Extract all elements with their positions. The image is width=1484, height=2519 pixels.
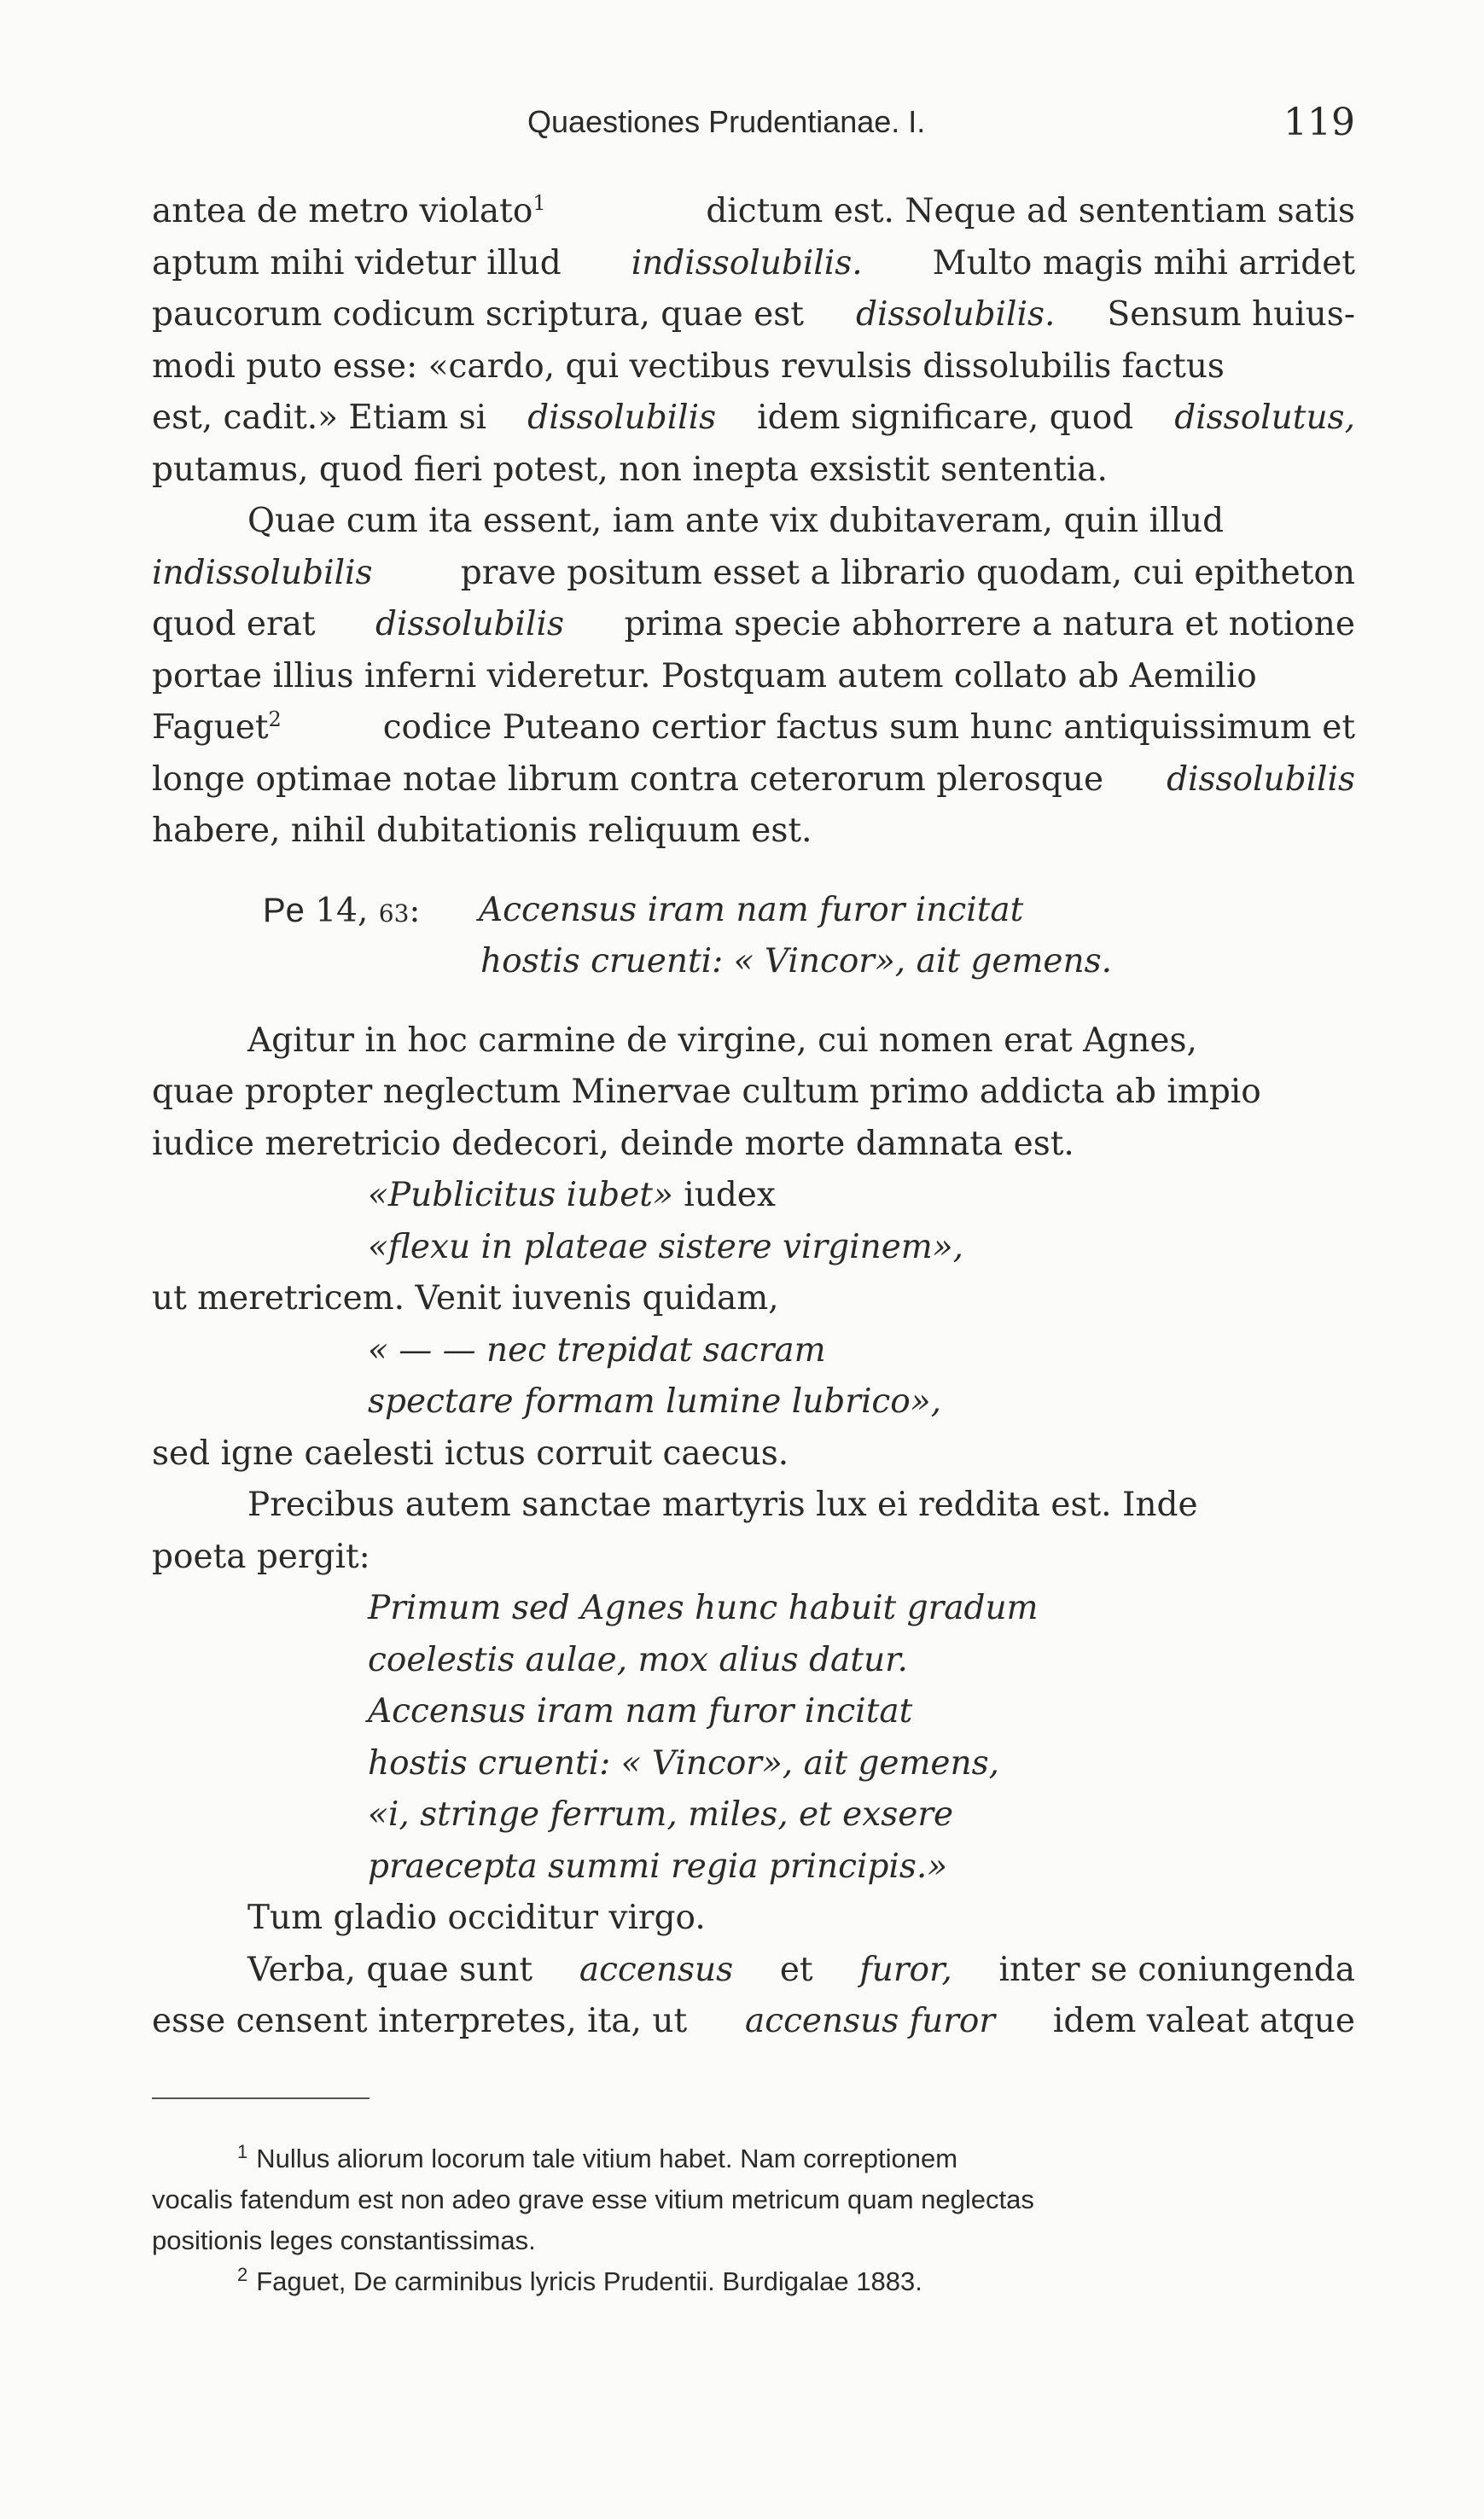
running-title: Quaestiones Prudentianae. I. — [527, 104, 926, 139]
quoted-verse: Accensus iram nam furor incitat — [368, 1692, 913, 1731]
text-span: portae illius inferni videretur. Postquam autem collato ab Aemilio — [152, 656, 1257, 695]
text-line — [152, 1480, 1355, 1532]
italic-term: accensus furor — [744, 2002, 995, 2040]
text-line — [152, 1428, 1355, 1481]
italic-term: dissolubilis. — [856, 295, 1056, 334]
text-span: inter se coniungenda — [998, 1950, 1355, 1989]
text-span: modi puto esse: «cardo, qui vectibus revulsis dissolubilis factus — [152, 346, 1225, 386]
text-line — [152, 445, 1355, 497]
quoted-verse: « — — nec trepidat sacram — [368, 1330, 826, 1370]
text-span: Faguet — [152, 708, 269, 747]
text-line — [152, 651, 1355, 703]
quoted-verse: coelestis aulae, mox alius datur. — [368, 1640, 908, 1679]
text-line — [152, 238, 1355, 290]
footnote-rule — [152, 2097, 370, 2099]
quoted-verse-line — [152, 1635, 1355, 1687]
text-span: codice Puteano certior factus sum hunc antiquissimum et — [382, 708, 1355, 747]
text-span: est, cadit.» Etiam si — [152, 399, 487, 437]
text-line — [152, 806, 1355, 858]
footnote-text: vocalis fatendum est non adeo grave esse vitium metricum quam neglectas — [152, 2184, 1034, 2214]
text-span: iudex — [684, 1176, 776, 1214]
quoted-verse-line — [152, 1170, 1355, 1222]
text-span: aptum mihi videtur illud — [152, 243, 562, 282]
footnote-line — [152, 2220, 1355, 2261]
footnote-text — [237, 2261, 922, 2302]
text-line — [152, 548, 1355, 600]
text-span: Quae cum ita essent, iam ante vix dubitaveram, quin illud — [247, 502, 1225, 540]
footnote-line — [152, 2261, 1355, 2302]
footnote-mark-2: 2 — [237, 2263, 248, 2285]
italic-term: furor, — [859, 1950, 952, 1989]
text-span: antea de metro violato — [152, 192, 533, 230]
text-span: et — [779, 1950, 813, 1989]
citation-verse: 63 — [378, 899, 410, 928]
text-line — [152, 186, 1355, 238]
page-number: 119 — [1283, 101, 1355, 144]
text-span — [152, 702, 282, 754]
text-span: putamus, quod fieri potest, non inepta exsistit sententia. — [152, 450, 1108, 489]
quoted-verse-line — [152, 1376, 1355, 1428]
footnote-mark-1: 1 — [237, 2140, 248, 2162]
text-span: sed igne caelesti ictus corruit caecus. — [152, 1434, 789, 1473]
quoted-verse-line — [152, 1325, 1355, 1377]
text-line — [152, 1015, 1355, 1068]
text-span: dictum est. Neque ad sententiam satis — [706, 192, 1355, 230]
italic-term: dissolubilis — [1167, 759, 1355, 799]
text-line — [152, 496, 1355, 548]
quoted-verse: praecepta summi regia principis.» — [368, 1847, 948, 1886]
text-span: longe optimae notae librum contra ceterorum plerosque — [152, 759, 1104, 799]
text-line — [152, 1996, 1355, 2048]
text-line — [152, 1945, 1355, 1997]
footnote-line — [152, 2138, 1355, 2179]
quoted-verse: «i, stringe ferrum, miles, et exsere — [368, 1795, 954, 1834]
citation-number: 14, — [315, 891, 369, 930]
footnote-ref-1: 1 — [532, 191, 546, 215]
spacer — [152, 988, 1355, 1015]
text-line — [152, 1273, 1355, 1325]
text-line — [152, 1893, 1355, 1945]
text-span: Tum gladio occiditur virgo. — [247, 1899, 706, 1937]
italic-term: dissolubilis — [527, 399, 717, 437]
footnote-line — [152, 2179, 1355, 2220]
citation-book: Pe — [263, 891, 305, 929]
running-head — [152, 101, 1355, 152]
text-span — [152, 186, 546, 238]
quoted-verse: spectare formam lumine lubrico», — [368, 1382, 942, 1421]
quoted-verse: «Publicitus iubet» — [368, 1176, 673, 1214]
text-span: prima specie abhorrere a natura et notione — [624, 605, 1355, 643]
text-line — [152, 599, 1355, 651]
text-line — [152, 702, 1355, 754]
italic-term: dissolutus, — [1174, 399, 1355, 437]
text-line — [152, 341, 1355, 393]
quoted-verse: hostis cruenti: « Vincor», ait gemens. — [480, 942, 1113, 980]
italic-term: indissolubilis — [152, 553, 373, 592]
text-line — [152, 393, 1355, 445]
text-span: idem valeat atque — [1052, 2002, 1355, 2040]
footnote-text: positionis leges constantissimas. — [152, 2225, 536, 2255]
text-line — [152, 1067, 1355, 1119]
quoted-verse-line — [152, 1222, 1355, 1274]
text-span: Sensum huius- — [1107, 295, 1355, 334]
text-span: Verba, quae sunt — [247, 1950, 533, 1989]
footnote-text: Nullus aliorum locorum tale vitium habet. Nam correptionem — [256, 2144, 958, 2173]
quoted-verse: Accensus iram nam furor incitat — [479, 890, 1024, 929]
text-line — [152, 1119, 1355, 1171]
quoted-verse-line — [152, 936, 1355, 988]
quoted-verse: «flexu in plateae sistere virginem», — [368, 1227, 964, 1266]
text-span: quae propter neglectum Minervae cultum primo addicta ab impio — [152, 1073, 1261, 1111]
footnote-text — [237, 2138, 957, 2179]
text-span: quod erat — [152, 605, 316, 643]
italic-term: indissolubilis. — [631, 243, 863, 282]
text-line — [152, 289, 1355, 341]
main-text — [152, 186, 1355, 2048]
citation-sep: : — [409, 891, 421, 930]
quoted-verse-line — [152, 1841, 1355, 1894]
citation-ref — [263, 885, 479, 937]
text-span: Precibus autem sanctae martyris lux ei reddita est. Inde — [247, 1486, 1198, 1524]
text-line — [152, 1532, 1355, 1584]
spacer — [152, 858, 1355, 885]
footnote-text: Faguet, De carminibus lyricis Prudentii. Burdigalae 1883. — [256, 2266, 922, 2296]
italic-term: dissolubilis — [375, 605, 564, 643]
text-span: habere, nihil dubitationis reliquum est. — [152, 812, 812, 850]
footnotes — [152, 2138, 1355, 2302]
text-span: ut meretricem. Venit iuvenis quidam, — [152, 1279, 779, 1318]
quoted-verse-line — [152, 1789, 1355, 1841]
quoted-verse-line — [152, 1738, 1355, 1790]
quoted-verse-line — [152, 1686, 1355, 1738]
text-span: esse censent interpretes, ita, ut — [152, 2002, 688, 2040]
text-span: Multo magis mihi arridet — [932, 243, 1355, 282]
text-span: paucorum codicum scriptura, quae est — [152, 295, 804, 334]
text-span: prave positum esset a librario quodam, cui epitheton — [460, 553, 1355, 592]
quoted-verse: Primum sed Agnes hunc habuit gradum — [368, 1589, 1039, 1627]
footnote-ref-2: 2 — [268, 707, 282, 731]
text-span: poeta pergit: — [152, 1537, 370, 1576]
text-span: iudice meretricio dedecori, deinde morte damnata est. — [152, 1124, 1074, 1163]
text-line — [152, 754, 1355, 806]
quoted-verse-line — [152, 1583, 1355, 1635]
text-span: idem significare, quod — [757, 399, 1134, 437]
text-span: Agitur in hoc carmine de virgine, cui nomen erat Agnes, — [247, 1021, 1197, 1060]
quoted-verse: hostis cruenti: « Vincor», ait gemens, — [368, 1743, 1000, 1783]
citation-line — [152, 885, 1355, 937]
italic-term: accensus — [579, 1950, 734, 1989]
